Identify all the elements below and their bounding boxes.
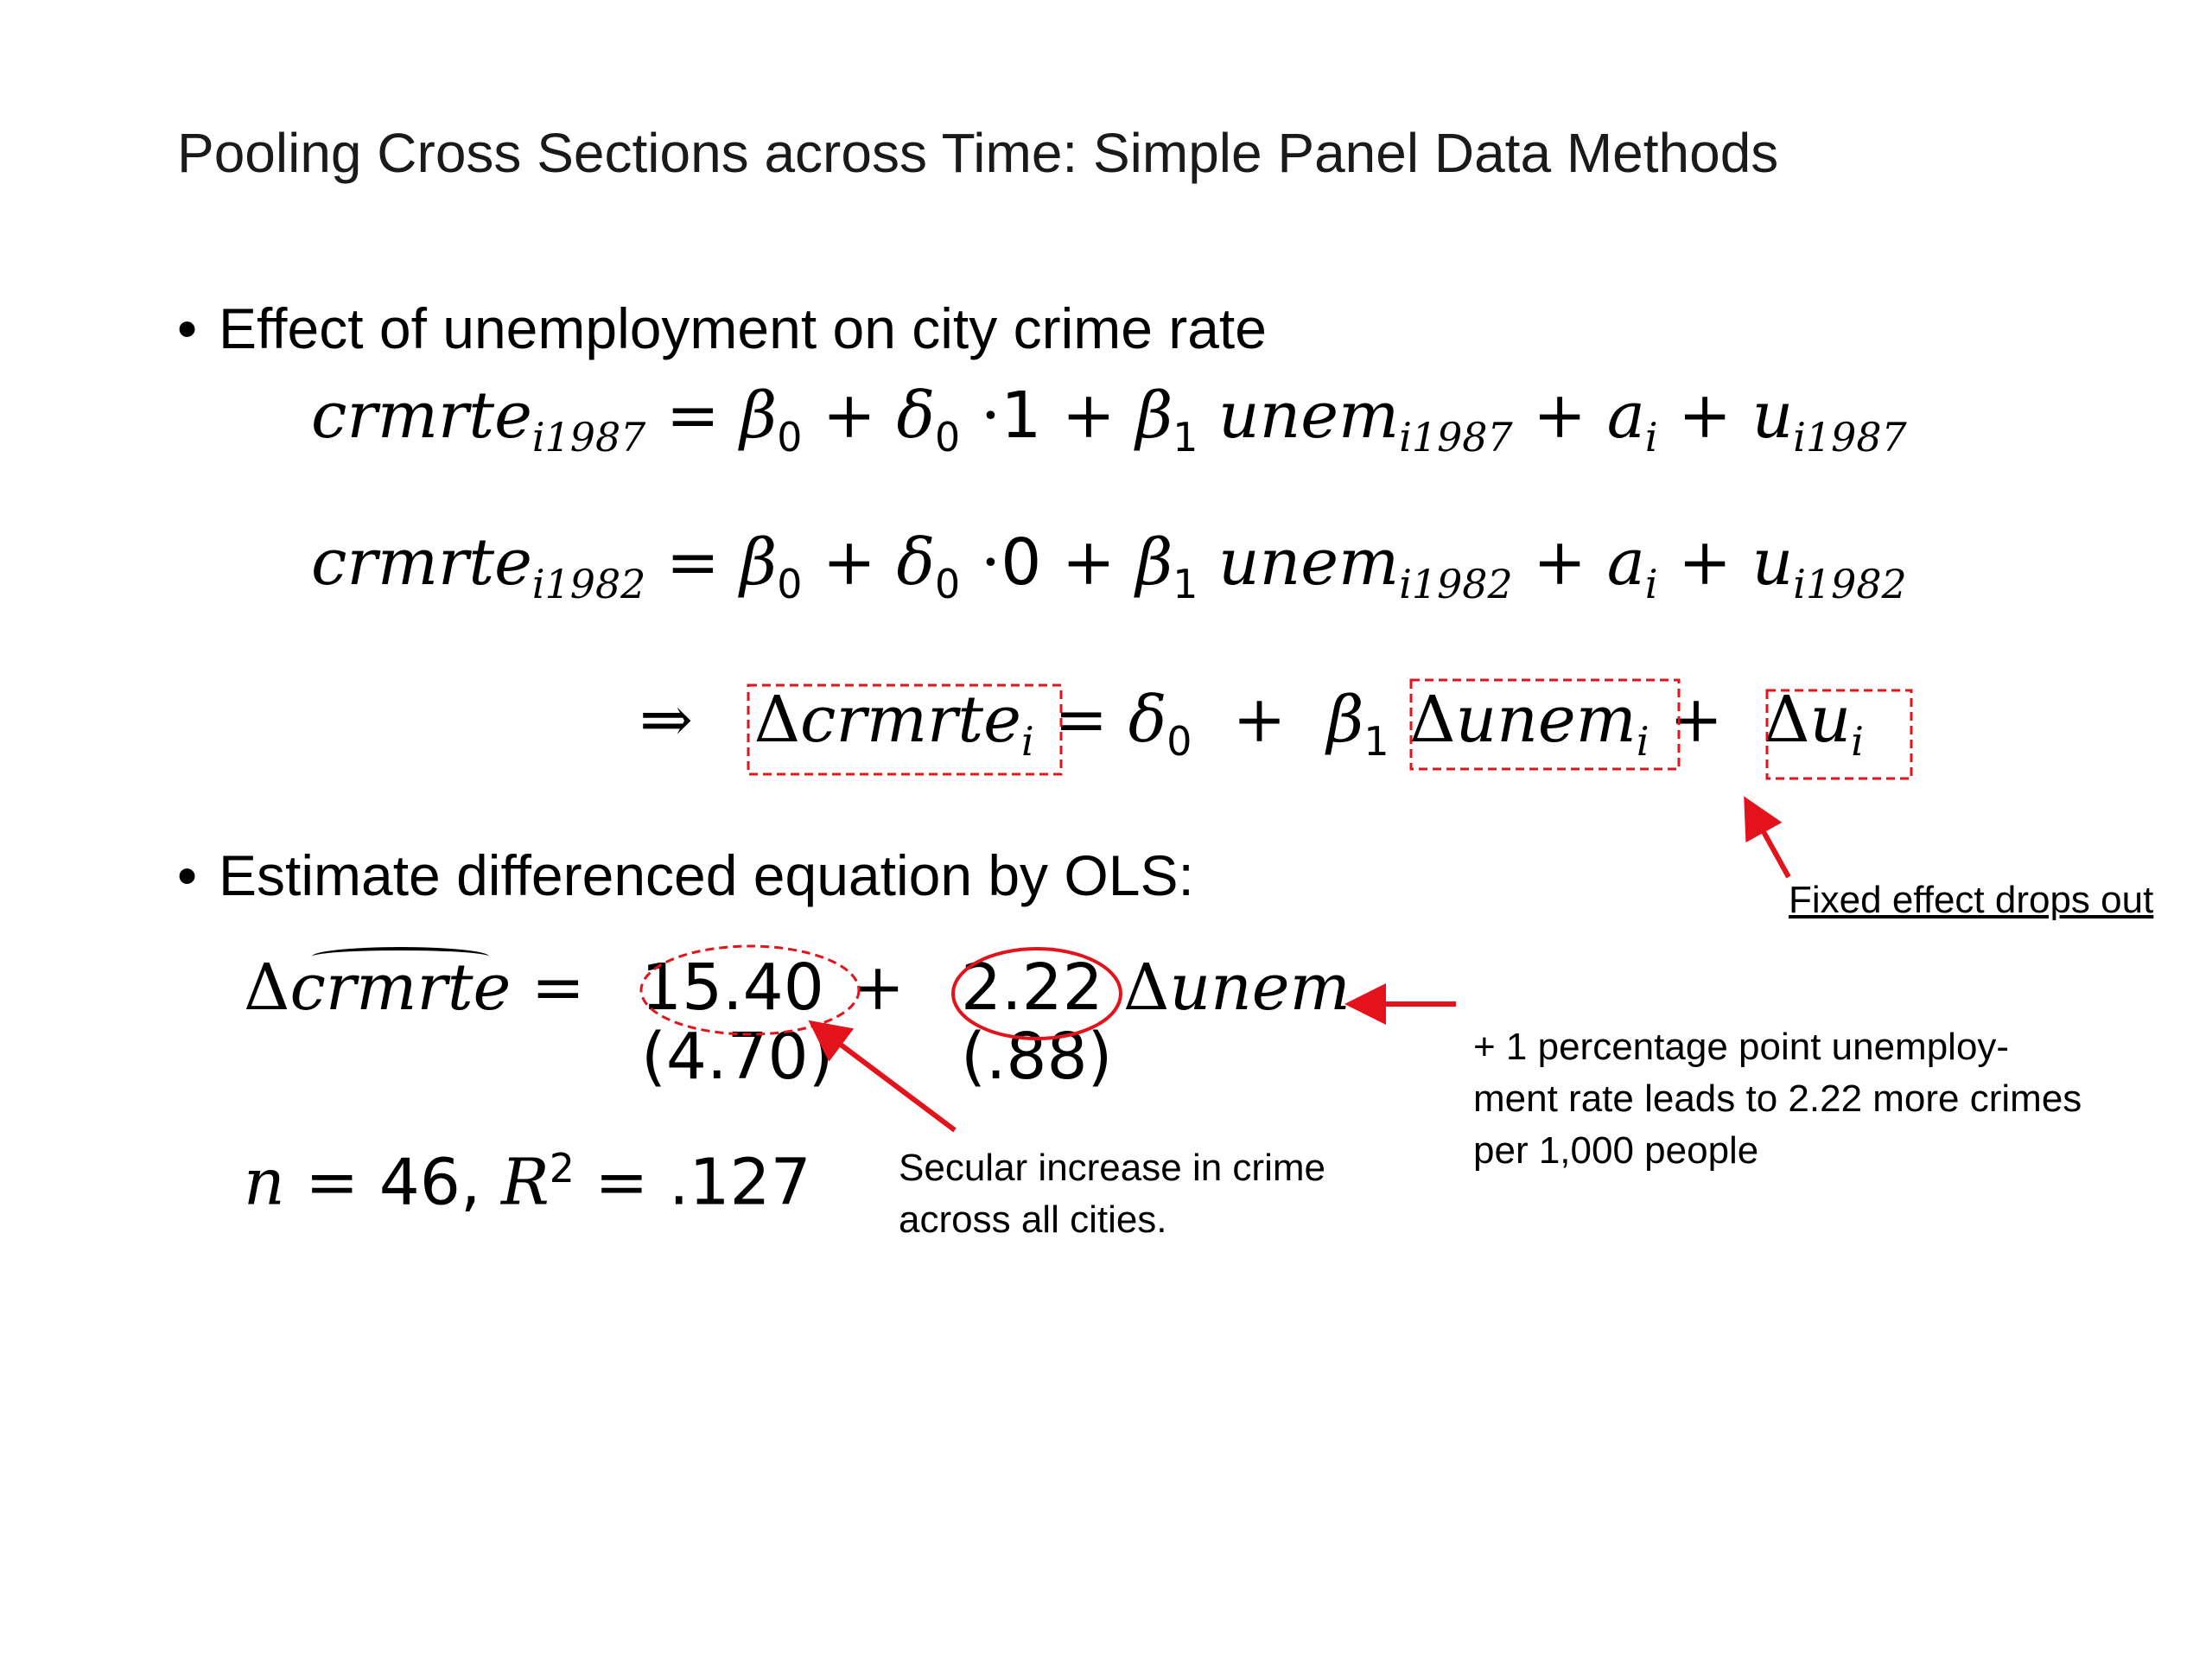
subscript: 0 bbox=[1166, 717, 1192, 765]
subscript: 1 bbox=[1173, 413, 1198, 461]
note-line: Secular increase in crime bbox=[899, 1147, 1325, 1189]
subscript: 0 bbox=[935, 560, 961, 607]
sample-size: 46, bbox=[378, 1145, 481, 1220]
beta-symbol: β bbox=[1326, 683, 1364, 757]
delta-operator: Δ bbox=[1409, 683, 1456, 757]
equals-sign: = bbox=[594, 1145, 649, 1220]
var-u: u bbox=[1809, 683, 1852, 757]
delta-symbol: δ bbox=[1128, 683, 1167, 757]
dot-operator: · bbox=[980, 525, 1001, 600]
beta-symbol: β bbox=[1135, 525, 1173, 600]
var-crmrte: crmrte bbox=[311, 378, 532, 453]
subscript: 0 bbox=[935, 413, 961, 461]
intercept-estimate: 15.40 bbox=[641, 950, 824, 1025]
slope-std-error: (.88) bbox=[961, 1020, 1113, 1094]
r-squared-value: .127 bbox=[668, 1145, 811, 1220]
note-line: per 1,000 people bbox=[1473, 1129, 1759, 1172]
dot-operator: · bbox=[980, 378, 1001, 453]
equals-sign: = bbox=[665, 378, 720, 453]
beta-symbol: β bbox=[1135, 378, 1173, 453]
var-unem: unem bbox=[1455, 683, 1637, 757]
var-unem: unem bbox=[1217, 525, 1400, 600]
subscript: i bbox=[1644, 413, 1658, 461]
subscript: i bbox=[1851, 717, 1864, 765]
regressor-d-unem bbox=[1123, 950, 1351, 1025]
plus-sign: + bbox=[822, 525, 876, 600]
differenced-equation bbox=[639, 683, 1864, 765]
bullet-text: Estimate differenced equation by OLS: bbox=[219, 843, 1194, 907]
subscript: i bbox=[1644, 560, 1658, 607]
equals-sign: = bbox=[531, 950, 585, 1025]
delta-symbol: δ bbox=[896, 525, 936, 600]
note-line: + 1 percentage point unemploy- bbox=[1473, 1026, 2010, 1068]
slope-estimate: 2.22 bbox=[961, 950, 1103, 1025]
arrow-fixed-effect bbox=[1749, 805, 1789, 877]
var-crmrte: crmrte bbox=[311, 525, 532, 600]
plus-sign: + bbox=[1061, 525, 1116, 600]
bullet-text: Effect of unemployment on city crime rate bbox=[219, 296, 1267, 360]
var-unem: unem bbox=[1169, 950, 1351, 1025]
delta-operator: Δ bbox=[244, 950, 290, 1025]
slide-title: Pooling Cross Sections across Time: Simple Panel Data Methods bbox=[177, 122, 1779, 184]
var-a: a bbox=[1606, 525, 1645, 600]
delta-operator: Δ bbox=[753, 683, 801, 757]
subscript: i1982 bbox=[1793, 560, 1907, 607]
subscript: 0 bbox=[777, 413, 803, 461]
intercept-std-error: (4.70) bbox=[641, 1020, 834, 1094]
beta-symbol: β bbox=[740, 378, 778, 453]
plus-sign: + bbox=[1533, 525, 1587, 600]
plus-sign: + bbox=[1678, 378, 1732, 453]
equals-sign: = bbox=[305, 1145, 359, 1220]
secular-increase-note bbox=[899, 1142, 1325, 1246]
plus-sign: + bbox=[1678, 525, 1732, 600]
equation-1987 bbox=[311, 378, 1907, 461]
bullet-mark: • bbox=[177, 843, 198, 907]
var-n: n bbox=[244, 1145, 285, 1220]
note-line: across all cities. bbox=[899, 1198, 1167, 1241]
bullet-effect-of-unemployment bbox=[177, 296, 1267, 361]
subscript: 0 bbox=[777, 560, 803, 607]
fixed-effect-note: Fixed effect drops out bbox=[1789, 879, 2154, 921]
var-u: u bbox=[1751, 525, 1794, 600]
var-crmrte: crmrte bbox=[800, 683, 1021, 757]
plus-sign: + bbox=[1669, 683, 1724, 757]
var-u: u bbox=[1751, 378, 1794, 453]
equation-1982 bbox=[311, 525, 1907, 607]
dummy-value: 0 bbox=[1001, 525, 1042, 600]
fit-statistics bbox=[244, 1145, 811, 1220]
subscript: i1987 bbox=[531, 413, 646, 461]
subscript: i bbox=[1636, 717, 1649, 765]
delta-operator: Δ bbox=[1123, 950, 1170, 1025]
delta-operator: Δ bbox=[1764, 683, 1810, 757]
note-line: ment rate leads to 2.22 more crimes bbox=[1473, 1077, 2082, 1120]
plus-sign: + bbox=[1533, 378, 1587, 453]
subscript: i1982 bbox=[531, 560, 646, 607]
subscript: 1 bbox=[1173, 560, 1198, 607]
bullet-mark: • bbox=[177, 296, 198, 360]
bullet-estimate-ols bbox=[177, 842, 1194, 908]
equals-sign: = bbox=[665, 525, 720, 600]
var-r: R bbox=[500, 1145, 550, 1220]
var-crmrte-hat: crmrte bbox=[289, 950, 512, 1025]
superscript: 2 bbox=[549, 1145, 575, 1192]
estimated-equation-lhs bbox=[244, 950, 585, 1025]
var-unem: unem bbox=[1217, 378, 1400, 453]
subscript: i1982 bbox=[1399, 560, 1513, 607]
plus-sign: + bbox=[1061, 378, 1116, 453]
arrow-secular bbox=[817, 1027, 955, 1130]
dummy-value: 1 bbox=[1001, 378, 1042, 453]
subscript: 1 bbox=[1363, 717, 1389, 765]
unemployment-effect-note bbox=[1473, 1021, 2082, 1177]
beta-symbol: β bbox=[740, 525, 778, 600]
implies-arrow: ⇒ bbox=[639, 683, 694, 757]
delta-symbol: δ bbox=[896, 378, 936, 453]
subscript: i1987 bbox=[1399, 413, 1513, 461]
subscript: i1987 bbox=[1793, 413, 1907, 461]
subscript: i bbox=[1020, 717, 1034, 765]
equals-sign: = bbox=[1054, 683, 1109, 757]
var-a: a bbox=[1606, 378, 1645, 453]
plus-sign: + bbox=[822, 378, 876, 453]
plus-sign: + bbox=[1232, 683, 1287, 757]
plus-sign: + bbox=[851, 950, 906, 1025]
